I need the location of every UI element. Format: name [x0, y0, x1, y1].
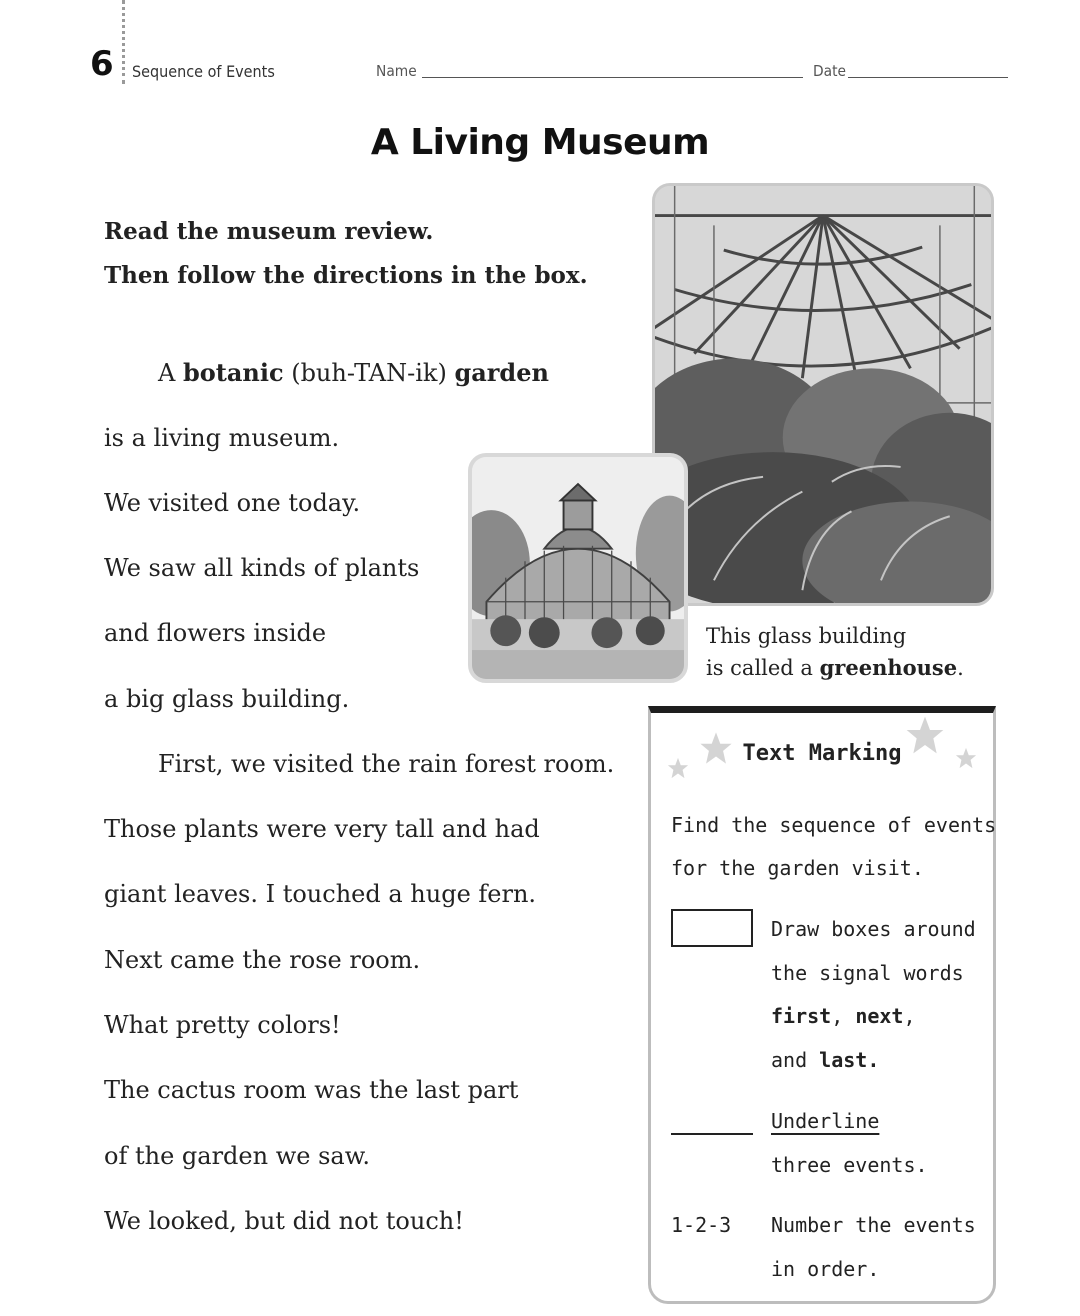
box-mark-symbol [671, 909, 753, 947]
vocab-botanic: botanic [182, 358, 284, 387]
underline-mark-symbol [671, 1133, 753, 1135]
passage-line: of the garden we saw. [104, 1142, 371, 1170]
signal-word-last: last [819, 1048, 868, 1072]
passage-line: The cactus room was the last part [104, 1076, 519, 1104]
photo-caption-line-2: is called a greenhouse. [706, 655, 964, 680]
passage-line: and flowers inside [104, 619, 327, 647]
text-marking-box [648, 706, 996, 1304]
underline-instruction-line-1: Underline [771, 1109, 880, 1133]
date-label: Date [813, 62, 846, 80]
passage-line: What pretty colors! [104, 1011, 341, 1039]
directions-line-1: Read the museum review. [104, 218, 434, 245]
vocab-garden: garden [454, 358, 549, 387]
directions-line-2: Then follow the directions in the box. [104, 262, 588, 289]
text-marking-heading: Text Marking [742, 741, 902, 766]
signal-word-first: first [771, 1004, 832, 1028]
number-mark-symbol: 1-2-3 [671, 1213, 732, 1237]
box-instruction-line-4: and last. [771, 1048, 880, 1072]
passage-line: We visited one today. [104, 489, 361, 517]
name-label: Name [376, 62, 417, 80]
passage-line: We saw all kinds of plants [104, 554, 420, 582]
marking-intro-line-2: for the garden visit. [671, 856, 924, 880]
name-field-line[interactable] [422, 77, 803, 78]
greenhouse-exterior-photo [468, 453, 688, 683]
underline-instruction-line-2: three events. [771, 1153, 928, 1177]
marking-intro-line-1: Find the sequence of events [671, 813, 997, 837]
passage-line: We looked, but did not touch! [104, 1207, 464, 1235]
lesson-title: Sequence of Events [132, 62, 275, 81]
passage-line: is a living museum. [104, 424, 340, 452]
vocab-greenhouse: greenhouse [819, 655, 958, 680]
lesson-number: 6 [90, 44, 114, 84]
dotted-margin-rule [122, 0, 125, 84]
box-instruction-line-2: the signal words [771, 961, 964, 985]
passage-line: Next came the rose room. [104, 946, 421, 974]
passage-line: A botanic (buh-TAN-ik) garden [158, 358, 549, 387]
passage-line: Those plants were very tall and had [104, 815, 540, 843]
passage-line: a big glass building. [104, 685, 350, 713]
greenhouse-interior-photo [652, 183, 994, 606]
signal-word-next: next [855, 1004, 904, 1028]
box-instruction-line-1: Draw boxes around [771, 917, 976, 941]
page-title: A Living Museum [370, 122, 710, 163]
date-field-line[interactable] [848, 77, 1008, 78]
passage-line: giant leaves. I touched a huge fern. [104, 880, 537, 908]
photo-caption-line-1: This glass building [706, 624, 907, 648]
box-instruction-line-3: first, next, [771, 1004, 916, 1028]
number-instruction-line-1: Number the events [771, 1213, 976, 1237]
passage-line: First, we visited the rain forest room. [158, 750, 615, 778]
number-instruction-line-2: in order. [771, 1257, 880, 1281]
